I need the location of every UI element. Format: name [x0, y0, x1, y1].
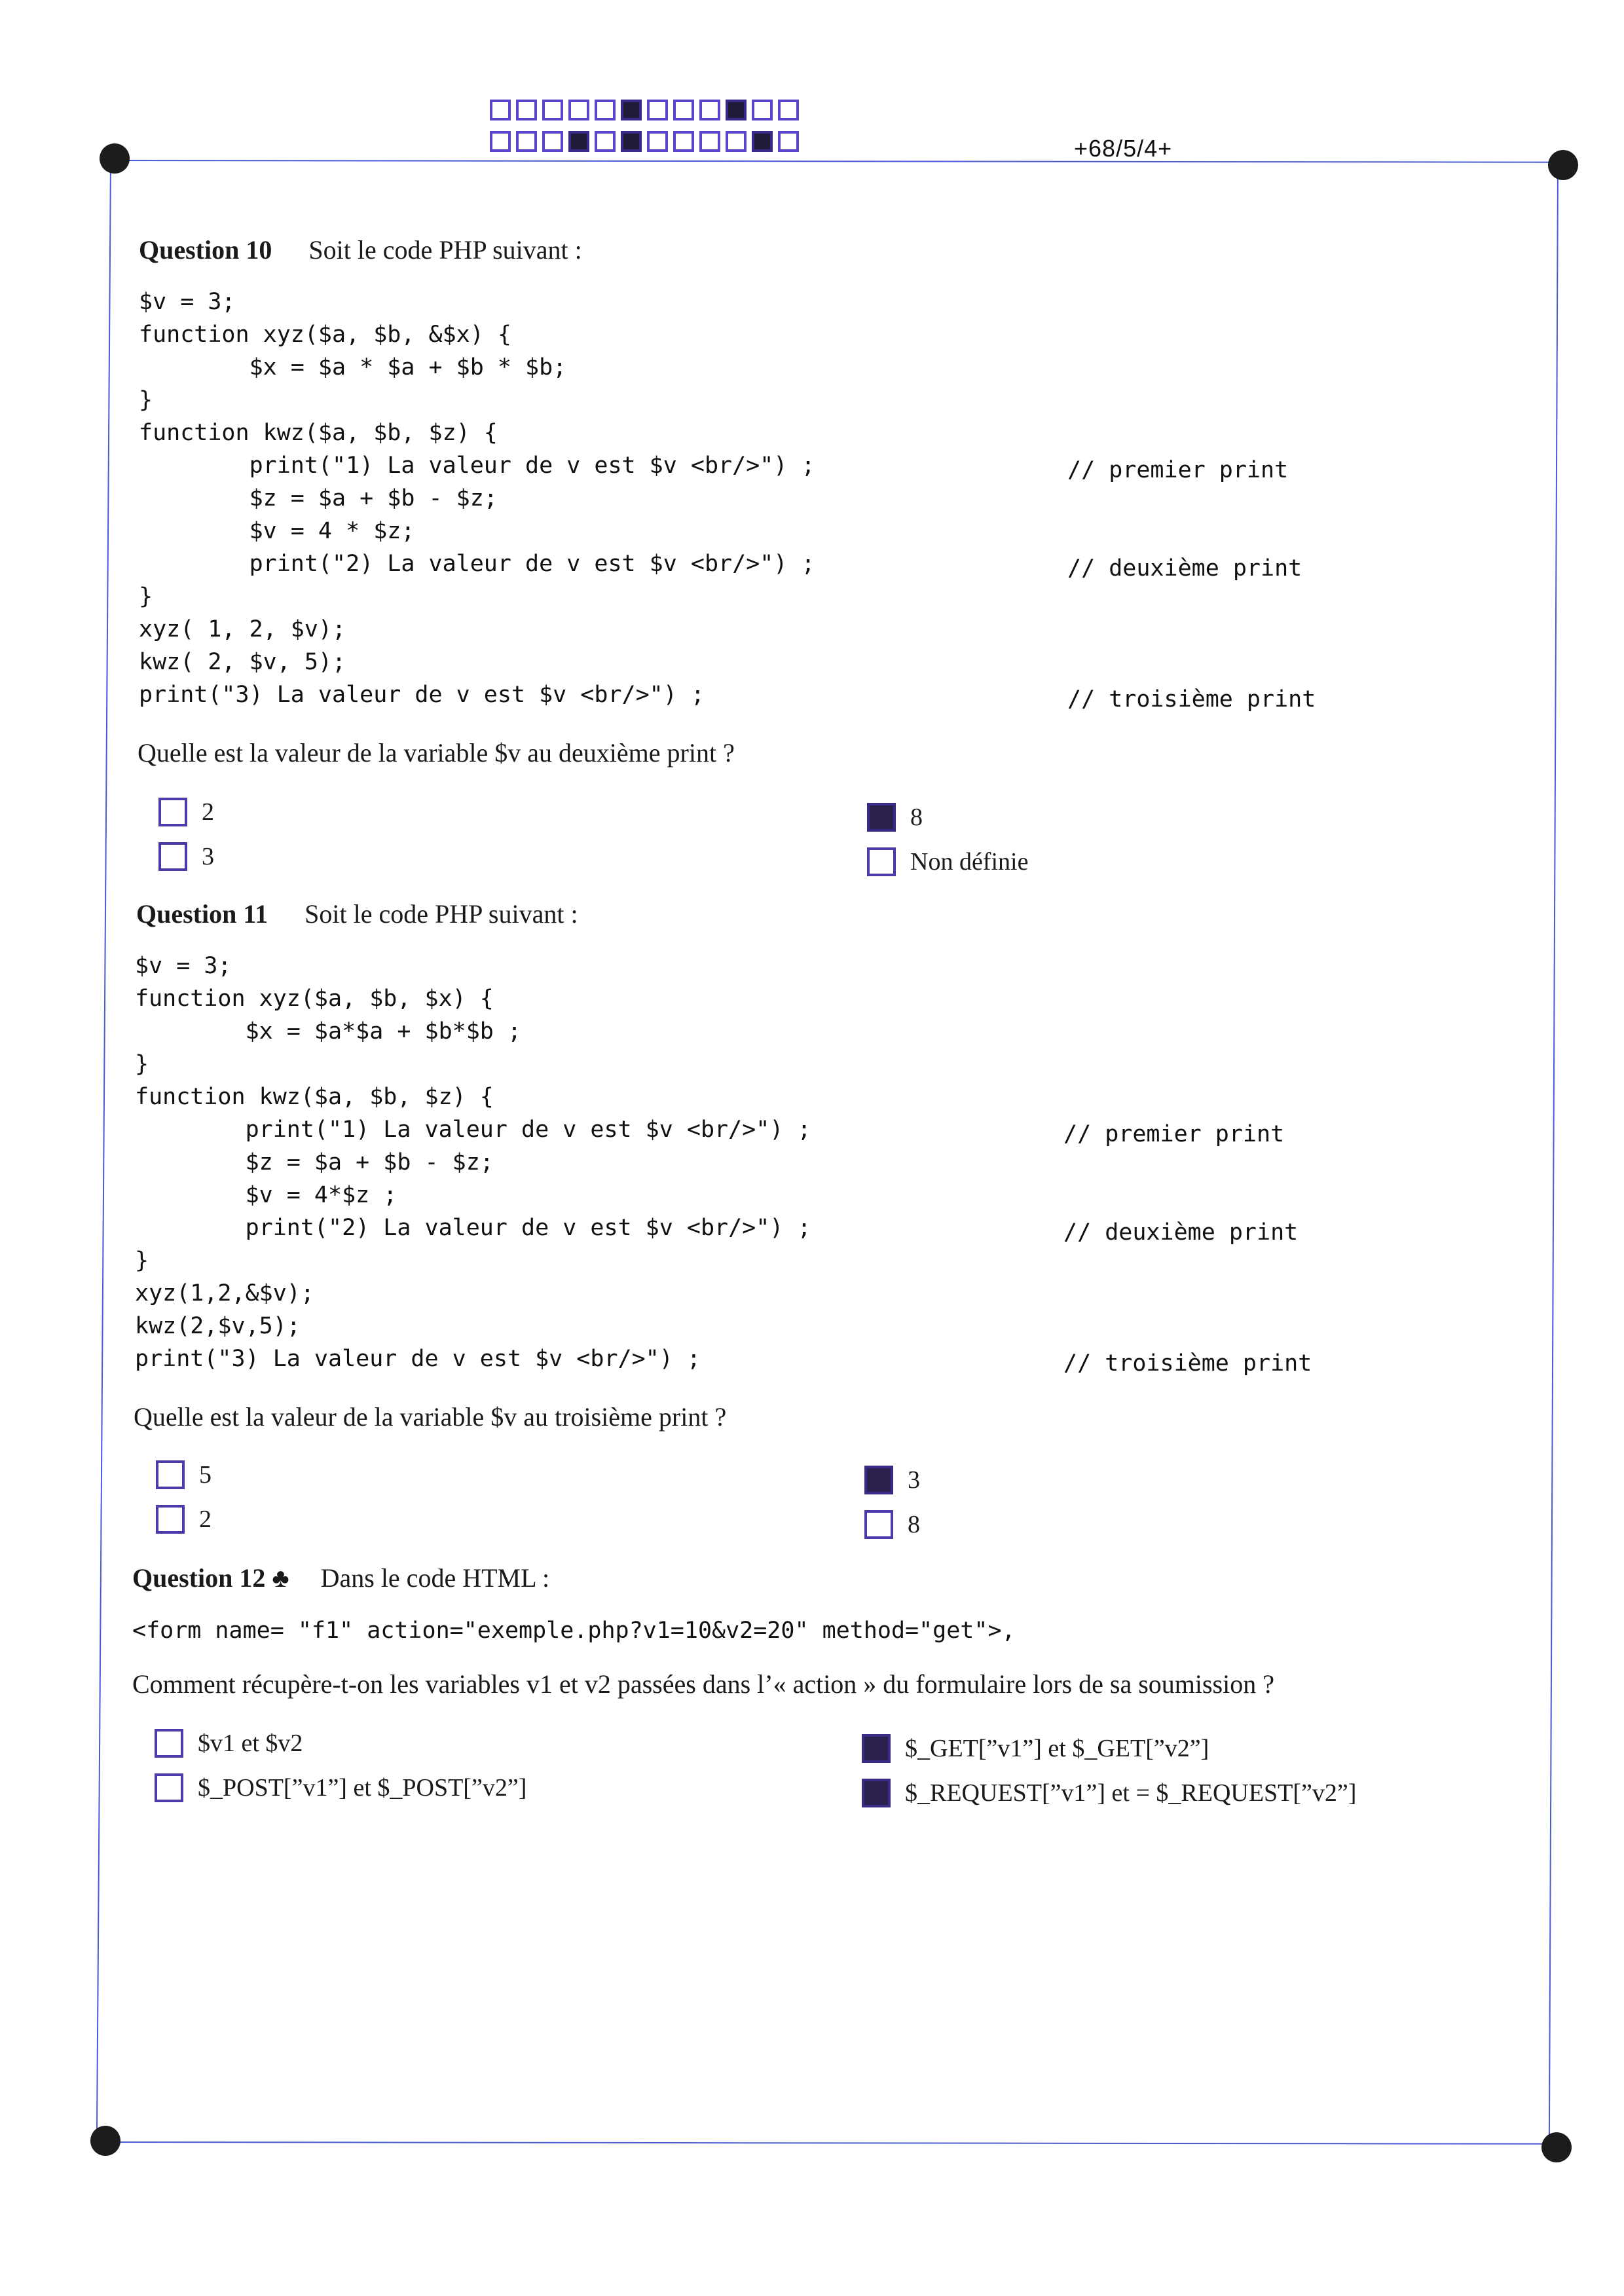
question-10-checkbox-1[interactable] — [158, 798, 187, 826]
code-line: xyz(1,2,&$v); — [135, 1280, 314, 1306]
question-11-choice-2[interactable] — [156, 1505, 212, 1534]
id-grid-box — [752, 131, 773, 152]
question-10-checkbox-2[interactable] — [158, 842, 187, 871]
code-line: print("2) La valeur de v est $v <br/>") ; — [135, 1215, 811, 1241]
id-grid-box — [621, 100, 642, 120]
question-10-code — [139, 286, 815, 711]
question-12-choice-2[interactable] — [155, 1773, 526, 1802]
question-12-choice-4[interactable] — [862, 1779, 1356, 1807]
id-grid-box — [595, 100, 616, 120]
id-grid-box — [595, 131, 616, 152]
code-line: $v = 4*$z ; — [135, 1182, 397, 1208]
id-grid-box — [542, 100, 563, 120]
question-11-choice-1[interactable] — [156, 1460, 212, 1489]
code-line: print("1) La valeur de v est $v <br/>") ; — [135, 1117, 811, 1143]
question-11-comment-first-print: // premier print — [1063, 1121, 1285, 1147]
code-line: kwz(2,$v,5); — [135, 1313, 301, 1339]
code-line: function xyz($a, $b, $x) { — [135, 986, 494, 1012]
code-line: $v = 3; — [135, 953, 232, 979]
question-11-intro: Soit le code PHP suivant : — [304, 899, 578, 929]
id-grid-box — [726, 131, 747, 152]
id-grid-box — [699, 131, 720, 152]
question-11-comment-second-print: // deuxième print — [1063, 1219, 1299, 1246]
id-grid-box — [699, 100, 720, 120]
question-10-choice-3[interactable] — [867, 803, 923, 832]
id-grid-box — [516, 131, 537, 152]
id-grid-box — [647, 131, 668, 152]
question-12-checkbox-1[interactable] — [155, 1729, 183, 1758]
question-10-choice-4-label: Non définie — [910, 848, 1029, 876]
registration-mark-top-right — [1548, 150, 1578, 180]
question-10-prompt: Quelle est la valeur de la variable $v au deuxième print ? — [138, 738, 735, 768]
question-11-choice-2-label: 2 — [199, 1506, 212, 1533]
code-line: print("3) La valeur de v est $v <br/>") ; — [135, 1346, 701, 1372]
code-line: kwz( 2, $v, 5); — [139, 649, 346, 675]
question-11-choice-1-label: 5 — [199, 1461, 212, 1489]
code-line: print("1) La valeur de v est $v <br/>") ; — [139, 453, 815, 479]
question-11-choice-4-label: 8 — [908, 1511, 920, 1538]
question-10-choice-2-label: 3 — [202, 843, 214, 870]
code-line: function xyz($a, $b, &$x) { — [139, 322, 511, 348]
question-12-choice-3[interactable] — [862, 1734, 1209, 1763]
club-symbol-icon: ♣ — [272, 1563, 289, 1593]
id-grid-box — [752, 100, 773, 120]
code-line: } — [139, 387, 153, 413]
question-11-checkbox-4[interactable] — [864, 1510, 893, 1539]
question-12-prompt: Comment récupère-t-on les variables v1 et v2 passées dans l’« action » du formulaire lors de sa soumission ? — [132, 1669, 1274, 1699]
question-12-choice-4-label: $_REQUEST[”v1”] et = $_REQUEST[”v2”] — [905, 1779, 1357, 1807]
id-grid-box — [726, 100, 747, 120]
question-10-choice-2[interactable] — [158, 842, 214, 871]
code-line: } — [135, 1051, 149, 1077]
question-10-header — [139, 234, 582, 265]
id-grid-box — [647, 100, 668, 120]
question-11-choice-3[interactable] — [864, 1466, 920, 1494]
frame-top-line — [118, 160, 1565, 163]
frame-left-line — [96, 160, 111, 2141]
id-grid-box — [490, 131, 511, 152]
frame-right-line — [1549, 168, 1559, 2145]
question-10-choice-3-label: 8 — [910, 804, 923, 831]
student-id-grid-row-2 — [490, 131, 804, 152]
code-line: } — [139, 583, 153, 610]
question-12-label: Question 12 — [132, 1563, 266, 1593]
question-10-checkbox-3[interactable] — [867, 803, 896, 832]
code-line: function kwz($a, $b, $z) { — [139, 420, 498, 446]
question-10-choice-1-label: 2 — [202, 798, 214, 826]
question-10-checkbox-4[interactable] — [867, 847, 896, 876]
question-11-header — [136, 898, 578, 929]
question-11-code — [135, 950, 811, 1375]
copy-code: +68/5/4+ — [1074, 135, 1173, 162]
registration-mark-bottom-right — [1541, 2132, 1572, 2162]
id-grid-box — [490, 100, 511, 120]
question-10-choice-4[interactable] — [867, 847, 1028, 876]
code-line: function kwz($a, $b, $z) { — [135, 1084, 494, 1110]
question-10-comment-third-print: // troisième print — [1067, 686, 1316, 713]
question-12-checkbox-4[interactable] — [862, 1779, 891, 1807]
question-10-label: Question 10 — [139, 235, 272, 265]
registration-mark-top-left — [100, 143, 130, 174]
question-12-intro: Dans le code HTML : — [320, 1563, 550, 1593]
code-line: $x = $a * $a + $b * $b; — [139, 354, 567, 380]
question-12-header — [132, 1563, 549, 1593]
code-line: print("2) La valeur de v est $v <br/>") ; — [139, 551, 815, 577]
code-line: $z = $a + $b - $z; — [139, 485, 498, 511]
question-12-choice-3-label: $_GET[”v1”] et $_GET[”v2”] — [905, 1735, 1209, 1762]
question-12-choice-2-label: $_POST[”v1”] et $_POST[”v2”] — [198, 1774, 527, 1802]
student-id-grid-row-1 — [490, 100, 804, 120]
question-10-comment-first-print: // premier print — [1067, 457, 1289, 483]
question-10-choice-1[interactable] — [158, 798, 214, 826]
question-10-comment-second-print: // deuxième print — [1067, 555, 1302, 582]
code-line: $z = $a + $b - $z; — [135, 1149, 494, 1176]
code-line: xyz( 1, 2, $v); — [139, 616, 346, 642]
id-grid-box — [621, 131, 642, 152]
code-line: print("3) La valeur de v est $v <br/>") ; — [139, 682, 705, 708]
frame-bottom-line — [105, 2141, 1559, 2145]
id-grid-box — [673, 131, 694, 152]
id-grid-box — [778, 100, 799, 120]
question-11-comment-third-print: // troisième print — [1063, 1350, 1312, 1377]
id-grid-box — [568, 100, 589, 120]
question-11-checkbox-3[interactable] — [864, 1466, 893, 1494]
question-11-label: Question 11 — [136, 899, 268, 929]
code-line: $v = 4 * $z; — [139, 518, 415, 544]
registration-mark-bottom-left — [90, 2126, 120, 2156]
id-grid-box — [673, 100, 694, 120]
code-line: $x = $a*$a + $b*$b ; — [135, 1018, 522, 1045]
id-grid-box — [516, 100, 537, 120]
question-12-choice-1-label: $v1 et $v2 — [198, 1730, 303, 1757]
question-10-intro: Soit le code PHP suivant : — [308, 235, 582, 265]
id-grid-box — [778, 131, 799, 152]
question-11-checkbox-2[interactable] — [156, 1505, 185, 1534]
question-12-code-line: <form name= "f1" action="exemple.php?v1=10&v2=20" method="get">, — [132, 1618, 1016, 1644]
question-12-checkbox-3[interactable] — [862, 1734, 891, 1763]
question-11-checkbox-1[interactable] — [156, 1460, 185, 1489]
question-11-choice-3-label: 3 — [908, 1466, 920, 1494]
id-grid-box — [542, 131, 563, 152]
question-11-prompt: Quelle est la valeur de la variable $v au troisième print ? — [134, 1402, 727, 1432]
code-line: $v = 3; — [139, 289, 236, 315]
code-line: } — [135, 1248, 149, 1274]
question-12-choice-1[interactable] — [155, 1729, 303, 1758]
question-11-choice-4[interactable] — [864, 1510, 920, 1539]
question-12-checkbox-2[interactable] — [155, 1773, 183, 1802]
id-grid-box — [568, 131, 589, 152]
